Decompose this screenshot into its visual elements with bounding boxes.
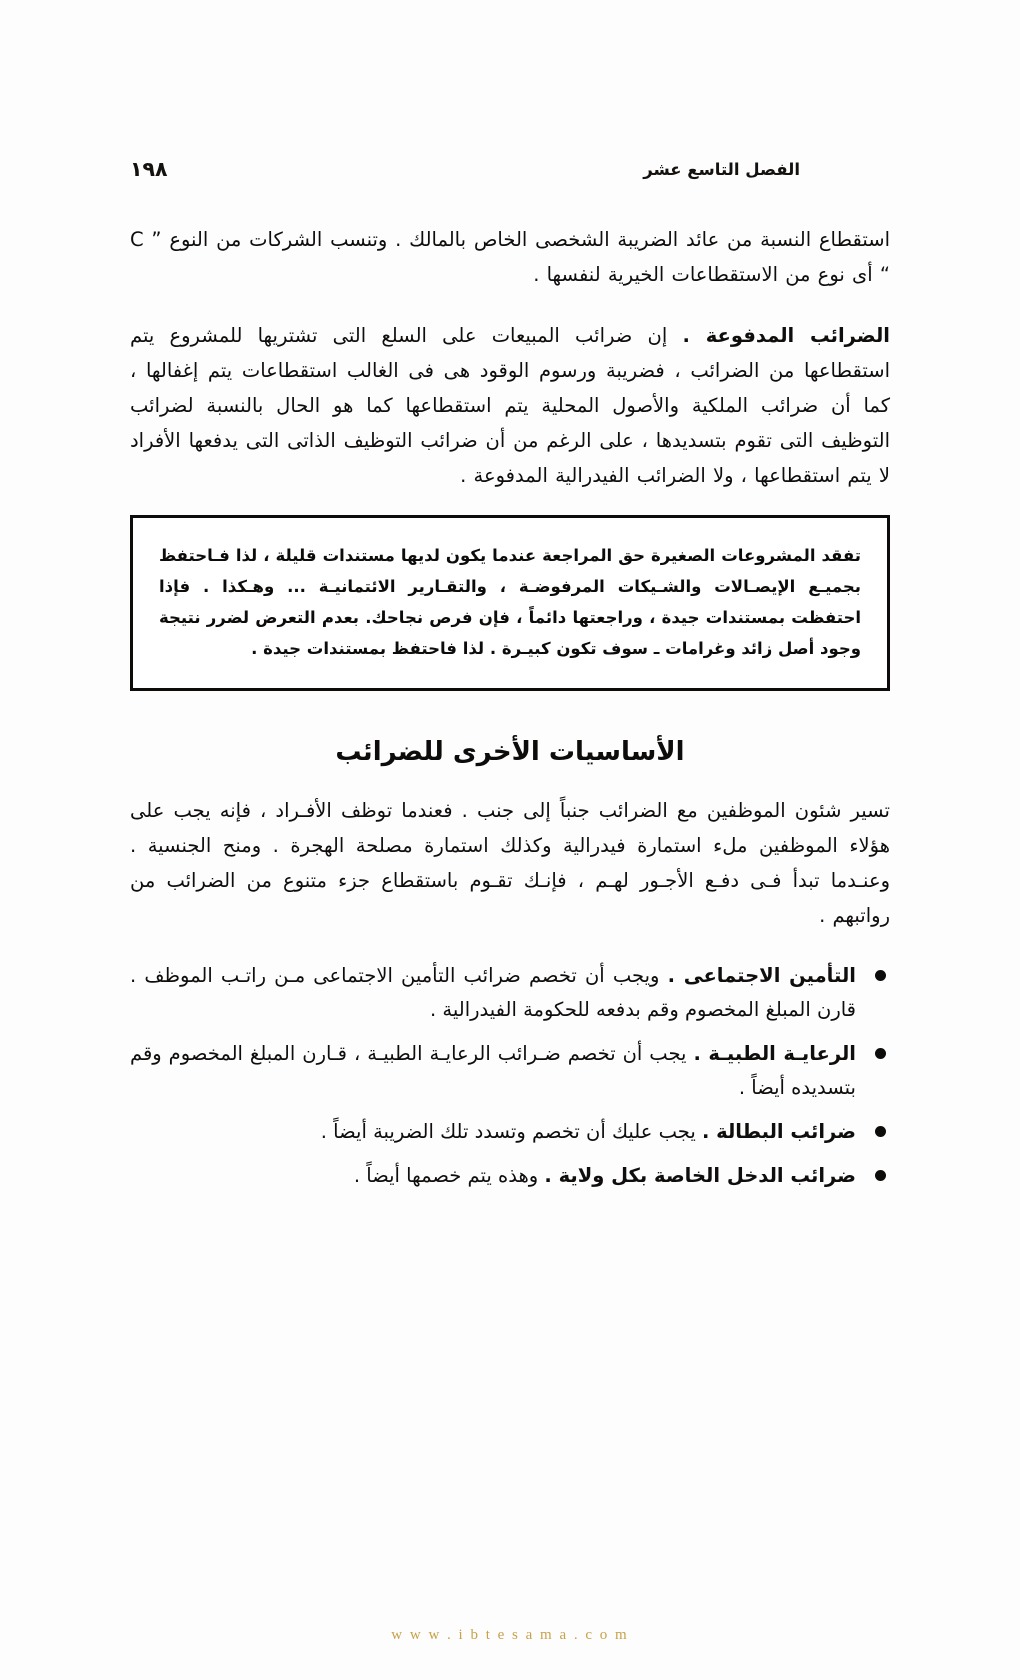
list-item	[130, 959, 890, 1027]
callout-text: تفقد المشروعات الصغيرة حق المراجعة عندما يكون لديها مستندات قليلة ، لذا فـاحتفظ بجميـع الإيصـالات والشـيكات المرفوضـة ، والتقـارير الائتمانيـة ... وهـكذا . فإذا احتفظت بمستندات جيدة ، وراجعتها دائماً ، فإن فرص نجاحك. بعدم التعرض لضرر نتيجة وجود أصل زائد وغرامات ـ سوف تكون كبيـرة . لذا فاحتفظ بمستندات جيدة .	[159, 546, 861, 658]
page-number: ١٩٨	[130, 157, 168, 181]
list-item	[130, 1037, 890, 1105]
list-item-term: التأمين الاجتماعى .	[667, 964, 856, 987]
list-item-text: يجب أن تخصم ضـرائب الرعايـة الطبيـة ، قـارن المبلغ المخصوم وقم بتسديده أيضاً .	[130, 1042, 856, 1099]
list-item-text: وهذه يتم خصمها أيضاً .	[353, 1164, 545, 1187]
list-item-text: يجب عليك أن تخصم وتسدد تلك الضريبة أيضاً .	[320, 1120, 702, 1143]
list-item	[130, 1115, 890, 1149]
list-item	[130, 1159, 890, 1193]
paragraph-lead-term: الضرائب المدفوعة .	[682, 324, 890, 347]
list-item-term: ضرائب الدخل الخاصة بكل ولاية .	[544, 1164, 856, 1187]
bullet-marker-icon	[875, 970, 886, 981]
bullet-marker-icon	[875, 1048, 886, 1059]
tax-basics-list	[130, 959, 890, 1193]
bullet-marker-icon	[875, 1126, 886, 1137]
bullet-marker-icon	[875, 1170, 886, 1181]
running-header	[130, 152, 890, 186]
chapter-title: الفصل التاسع عشر	[643, 159, 800, 179]
paragraph-continuation: استقطاع النسبة من عائد الضريبة الشخصى الخاص بالمالك . وتنسب الشركات من النوع ” C “ أى نوع من الاستقطاعات الخيرية لنفسها .	[130, 228, 890, 286]
paragraph-body-text: إن ضرائب المبيعات على السلع التى تشتريها للمشروع يتم استقطاعها من الضرائب ، فضريبة ورسوم الوقود هى فى الغالب استقطاعات يتم إغفالها ، كما أن ضرائب الملكية والأصول المحلية يتم استقطاعها كما هو الحال بالنسبة لضرائب التوظيف التى تقوم بتسديدها ، على الرغم من أن ضرائب التوظيف الذاتى التى يدفعها الأفراد لا يتم استقطاعها ، ولا الضرائب الفيدرالية المدفوعة .	[130, 324, 890, 487]
list-item-term: ضرائب البطالة .	[701, 1120, 856, 1143]
list-item-term: الرعايـة الطبيـة .	[693, 1042, 856, 1065]
paragraph-taxes-paid	[130, 318, 890, 493]
list-item-text: ويجب أن تخصم ضرائب التأمين الاجتماعى مـن راتـب الموظف . قارن المبلغ المخصوم وقم بدفعه للحكومة الفيدرالية .	[130, 964, 856, 1021]
callout-box	[130, 515, 890, 691]
section-intro-paragraph: تسير شئون الموظفين مع الضرائب جنباً إلى جنب . فعندما توظف الأفـراد ، فإنه يجب على هؤلاء الموظفين ملء استمارة فيدرالية وكذلك استمارة مصلحة الهجرة . ومنح الجنسية . وعنـدما تبدأ فـى دفـع الأجـور لهـم ، فإنـك تقـوم باستقطاع جزء متنوع من الضرائب من رواتبهم .	[130, 799, 890, 927]
section-heading: الأساسيات الأخرى للضرائب	[335, 737, 685, 767]
page-content	[130, 222, 890, 1203]
footer-watermark: w w w . i b t e s a m a . c o m	[391, 1627, 629, 1643]
